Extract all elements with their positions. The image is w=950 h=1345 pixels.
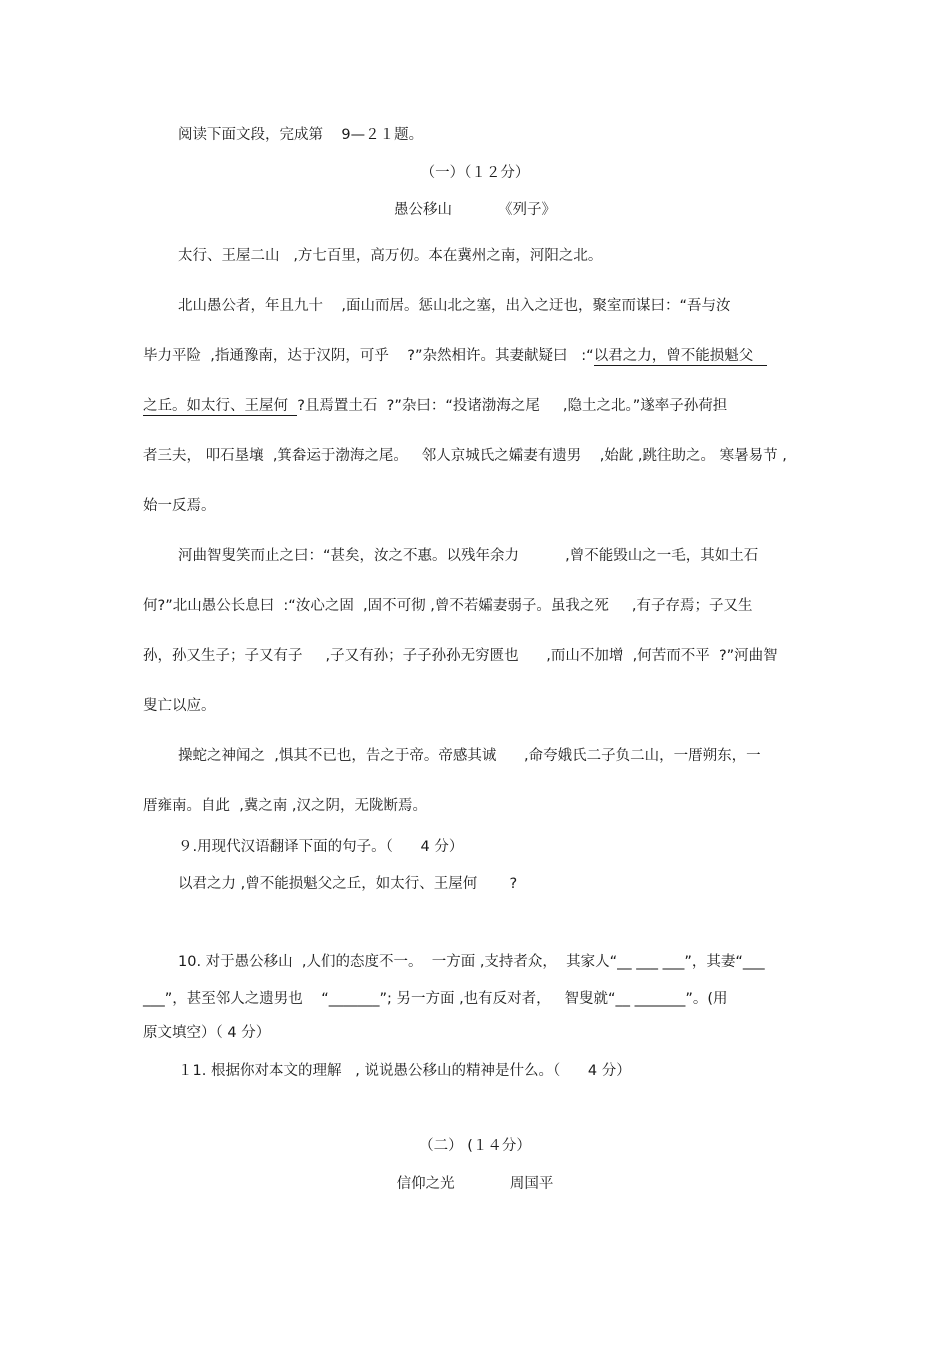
- passage-line: [143, 346, 767, 366]
- underlined-sentence: 以君之力，曾不能损魁父: [593, 348, 768, 364]
- intro-line: 阅读下面文段，完成第 9—２１题。: [178, 127, 424, 143]
- question-10: 10. 对于愚公移山 ,人们的态度不一。 一方面 ,支持者众， 其家人“__ ___ ___”，其妻“___: [178, 954, 765, 970]
- passage-text: 毕力平险 ,指通豫南，达于汉阴，可乎 ?”杂然相许。其妻献疑曰 :“: [143, 348, 594, 364]
- passage-line: 北山愚公者，年且九十 ,面山而居。惩山北之塞，出入之迂也，聚室而谋曰：“吾与汝: [178, 298, 731, 314]
- passage-line: 河曲智叟笑而止之曰：“甚矣，汝之不惠。以残年余力 ,曾不能毁山之一毛，其如土石: [178, 548, 759, 564]
- underlined-sentence: 之丘。如太行、王屋何: [143, 398, 298, 414]
- passage-line: 太行、王屋二山 ,方七百里，高万仞。本在冀州之南，河阳之北。: [178, 248, 603, 264]
- question-9-sentence: 以君之力 ,曾不能损魁父之丘，如太行、王屋何 ?: [178, 876, 518, 892]
- part1-heading: （一）（１２分）: [420, 165, 530, 181]
- passage-line: 何?”北山愚公长息曰 :“汝心之固 ,固不可彻 ,曾不若孀妻弱子。虽我之死 ,有子存焉；子又生: [143, 598, 753, 614]
- question-9: ９.用现代汉语翻译下面的句子。（ 4 分）: [178, 839, 464, 855]
- passage-line: 操蛇之神闻之 ,惧其不已也，告之于帝。帝感其诚 ,命夸娥氏二子负二山，一厝朔东，一: [178, 748, 761, 764]
- question-10-cont: ___”，甚至邻人之遗男也 “_______”; 另一方面 ,也有反对者， 智叟就“__ _______”。(用: [143, 991, 728, 1007]
- passage-line: 叟亡以应。: [143, 698, 216, 714]
- passage-line: 厝雍南。自此 ,冀之南 ,汉之阴，无陇断焉。: [143, 798, 428, 814]
- question-11: １1. 根据你对本文的理解 , 说说愚公移山的精神是什么。（ 4 分）: [178, 1063, 631, 1079]
- passage-line: [143, 396, 727, 416]
- part1-title: 愚公移山 《列子》: [393, 202, 557, 218]
- part2-title: 信仰之光 周国平: [396, 1176, 554, 1192]
- passage-line: 者三夫， 叩石垦壤 ,箕畚运于渤海之尾。 邻人京城氏之孀妻有遗男 ,始龀 ,跳往助之。 寒暑易节 ,: [143, 448, 787, 464]
- passage-line: 孙，孙又生子；子又有子 ,子又有孙；子子孙孙无穷匮也 ,而山不加增 ,何苦而不平 ?”河曲智: [143, 648, 778, 664]
- passage-line: 始一反焉。: [143, 498, 216, 514]
- part2-heading: （二） (１４分）: [419, 1138, 531, 1154]
- passage-text: ?且焉置土石 ?”杂曰：“投诸渤海之尾 ,隐土之北。”遂率子孙荷担: [297, 398, 728, 414]
- question-10-cont: 原文填空）（ 4 分）: [143, 1025, 271, 1041]
